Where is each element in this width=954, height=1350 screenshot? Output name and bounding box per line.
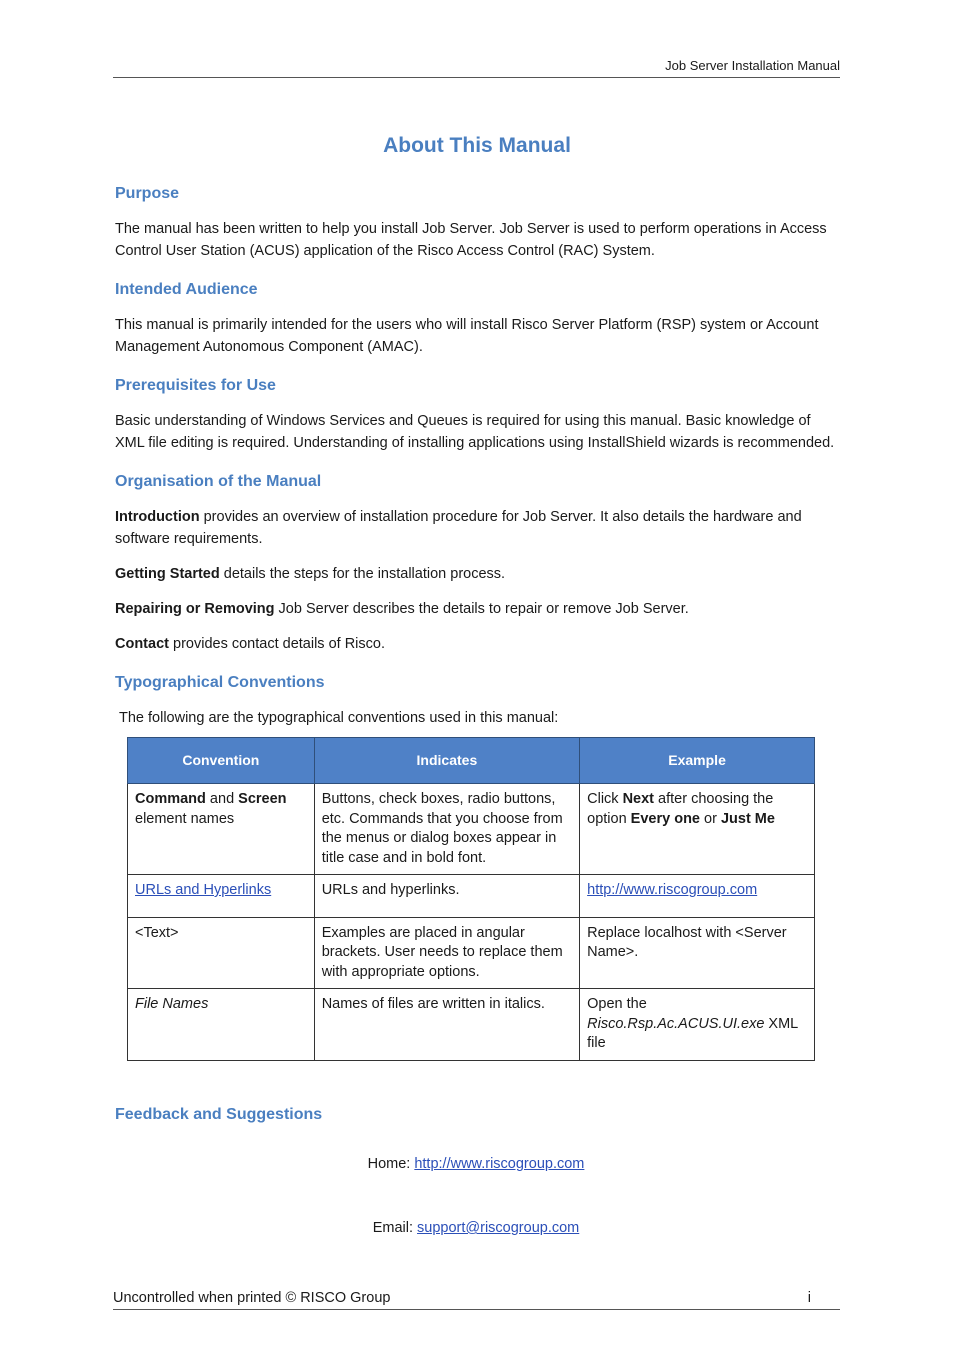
footer-text: Uncontrolled when printed © RISCO Group	[113, 1290, 391, 1306]
column-header: Example	[580, 738, 815, 784]
table-row	[128, 784, 815, 875]
email-link[interactable]: support@riscogroup.com	[417, 1220, 580, 1236]
table-row	[128, 917, 815, 989]
column-header: Indicates	[314, 738, 579, 784]
prereq-heading: Prerequisites for Use	[115, 377, 276, 394]
audience-heading: Intended Audience	[115, 281, 258, 298]
organisation-heading: Organisation of the Manual	[115, 473, 322, 490]
page-footer	[113, 1288, 840, 1310]
typo-heading: Typographical Conventions	[115, 674, 325, 691]
page-number: i	[807, 1290, 811, 1306]
audience-text: This manual is primarily intended for the users who will install Risco Server Platform (RSP) system or Account Management Autonomous Component (AMAC).	[115, 317, 819, 355]
risco-url-link[interactable]: http://www.riscogroup.com	[587, 882, 758, 898]
purpose-text: The manual has been written to help you install Job Server. Job Server is used to perform operations in Access Control User Station (ACUS) application of the Risco Access Control (RAC) System.	[115, 221, 827, 259]
org-item-getting-started: Getting Started details the steps for the installation process.	[115, 566, 506, 582]
content	[115, 184, 837, 1254]
table-cell	[128, 875, 315, 918]
home-link[interactable]: http://www.riscogroup.com	[414, 1156, 585, 1172]
feedback-heading: Feedback and Suggestions	[115, 1105, 323, 1123]
running-header-title: Job Server Installation Manual	[665, 58, 840, 73]
urls-hyperlinks-link[interactable]: URLs and Hyperlinks	[135, 882, 272, 898]
org-item-repairing: Repairing or Removing Job Server describes the details to repair or remove Job Server.	[115, 601, 689, 617]
feedback-email: Email: support@riscogroup.com	[372, 1220, 580, 1236]
org-item-contact: Contact provides contact details of Risco.	[115, 636, 385, 652]
purpose-heading: Purpose	[115, 185, 180, 202]
page-title: About This Manual	[383, 134, 571, 157]
column-header: Convention	[128, 738, 315, 784]
table-cell: <Text>	[128, 917, 315, 989]
table-row	[128, 875, 815, 918]
org-item-introduction: Introduction provides an overview of installation procedure for Job Server. It also details the hardware and software requirements.	[115, 509, 802, 547]
table-cell: Click Next after choosing the option Every one or Just Me	[580, 784, 815, 875]
feedback-home: Home: http://www.riscogroup.com	[367, 1156, 585, 1172]
table-cell: URLs and hyperlinks.	[314, 875, 579, 918]
running-header	[113, 57, 840, 78]
table-cell: Command and Screen element names	[128, 784, 315, 875]
prereq-text: Basic understanding of Windows Services and Queues is required for using this manual. Basic knowledge of XML file editing is required. Understanding of installing applications using InstallShield wizards is recommended.	[115, 413, 835, 451]
conventions-table	[127, 737, 815, 1061]
table-cell: Replace localhost with <Server Name>.	[580, 917, 815, 989]
table-cell: Examples are placed in angular brackets. User needs to replace them with appropriate options.	[314, 917, 579, 989]
table-cell: File Names	[128, 989, 315, 1061]
typo-intro: The following are the typographical conventions used in this manual:	[119, 710, 559, 726]
table-row	[128, 989, 815, 1061]
table-header-row	[128, 738, 815, 784]
table-cell: Buttons, check boxes, radio buttons, etc. Commands that you choose from the menus or dialog boxes appear in title case and in bold font.	[314, 784, 579, 875]
table-cell: Open the Risco.Rsp.Ac.ACUS.UI.exe XML file	[580, 989, 815, 1061]
table-cell: Names of files are written in italics.	[314, 989, 579, 1061]
table-cell	[580, 875, 815, 918]
